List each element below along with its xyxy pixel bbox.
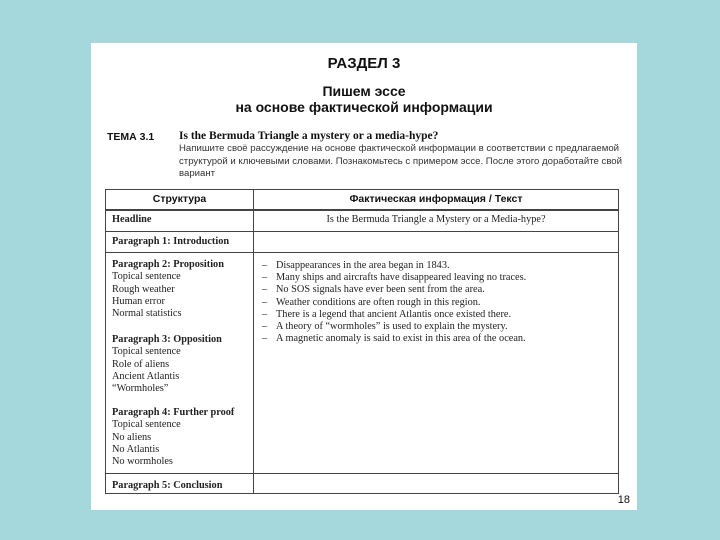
paragraph-5-title: Paragraph 5: Conclusion xyxy=(112,480,223,491)
dash-bullet: – xyxy=(262,284,268,296)
section-subtitle xyxy=(91,83,637,115)
topic-label: ТЕМА 3.1 xyxy=(107,131,155,143)
dash-bullet: – xyxy=(262,308,268,320)
fact-item xyxy=(262,284,614,296)
table-row-divider xyxy=(106,231,618,232)
subtitle-line-1: Пишем эссе xyxy=(322,83,406,99)
topic-question: Is the Bermuda Triangle a mystery or a media-hype? xyxy=(179,130,439,142)
subtitle-line-2: на основе фактической информации xyxy=(235,99,493,115)
table-header-facts: Фактическая информация / Текст xyxy=(349,193,523,205)
fact-text: There is a legend that ancient Atlantis once existed there. xyxy=(276,308,512,320)
table-header-divider xyxy=(106,209,618,211)
dash-bullet: – xyxy=(262,272,268,284)
paragraph-1-title: Paragraph 1: Introduction xyxy=(112,236,230,247)
dash-bullet: – xyxy=(262,260,268,271)
facts-list xyxy=(262,260,614,345)
dash-bullet: – xyxy=(262,333,268,345)
topic-instructions: Напишите своё рассуждение на основе фактической информации в соответствии с предлагаемой структурой и ключевыми словами. Познакомьтесь с примером эссе. После этого доработайте свой вариант xyxy=(179,143,623,179)
list-item: No wormholes xyxy=(112,456,173,468)
list-item: Role of aliens xyxy=(112,358,170,370)
headline-text: Is the Bermuda Triangle a Mystery or a Media-hype? xyxy=(326,214,546,225)
dash-bullet: – xyxy=(262,296,268,308)
list-item: Topical sentence xyxy=(112,419,181,431)
list-item: Topical sentence xyxy=(112,346,181,358)
fact-text: Disappearances in the area began in 1843. xyxy=(276,260,450,271)
fact-text: No SOS signals have ever been sent from the area. xyxy=(276,284,485,296)
fact-item xyxy=(262,321,614,333)
table-row-divider xyxy=(106,473,618,474)
list-item: No aliens xyxy=(112,431,152,443)
section-title: РАЗДЕЛ 3 xyxy=(327,55,401,72)
fact-item xyxy=(262,260,614,272)
list-item: Human error xyxy=(112,295,165,307)
fact-text: Weather conditions are often rough in this region. xyxy=(276,296,481,308)
list-item: No Atlantis xyxy=(112,443,160,455)
essay-structure-table xyxy=(105,189,619,494)
table-row-divider xyxy=(106,252,618,253)
fact-item xyxy=(262,309,614,321)
fact-text: Many ships and aircrafts have disappeared leaving no traces. xyxy=(276,272,527,284)
fact-item xyxy=(262,272,614,284)
paragraph-4-block xyxy=(112,407,250,468)
fact-item xyxy=(262,333,614,345)
fact-item xyxy=(262,297,614,309)
document-page xyxy=(91,43,637,510)
paragraph-2-title: Paragraph 2: Proposition xyxy=(112,259,224,270)
fact-text: A magnetic anomaly is said to exist in this area of the ocean. xyxy=(276,333,526,345)
list-item: Rough weather xyxy=(112,283,175,295)
headline-label: Headline xyxy=(112,214,152,225)
paragraph-2-block xyxy=(112,259,250,320)
paragraph-4-title: Paragraph 4: Further proof xyxy=(112,407,235,418)
dash-bullet: – xyxy=(262,321,268,333)
list-item: Ancient Atlantis xyxy=(112,370,180,382)
list-item: Normal statistics xyxy=(112,308,182,320)
paragraph-3-title: Paragraph 3: Opposition xyxy=(112,334,222,345)
list-item: “Wormholes” xyxy=(112,383,169,395)
list-item: Topical sentence xyxy=(112,271,181,283)
fact-text: A theory of “wormholes” is used to explain the mystery. xyxy=(276,321,508,333)
table-header-structure: Структура xyxy=(152,193,207,205)
table-column-divider xyxy=(253,190,254,493)
page-number: 18 xyxy=(617,494,630,506)
paragraph-3-block xyxy=(112,334,250,395)
